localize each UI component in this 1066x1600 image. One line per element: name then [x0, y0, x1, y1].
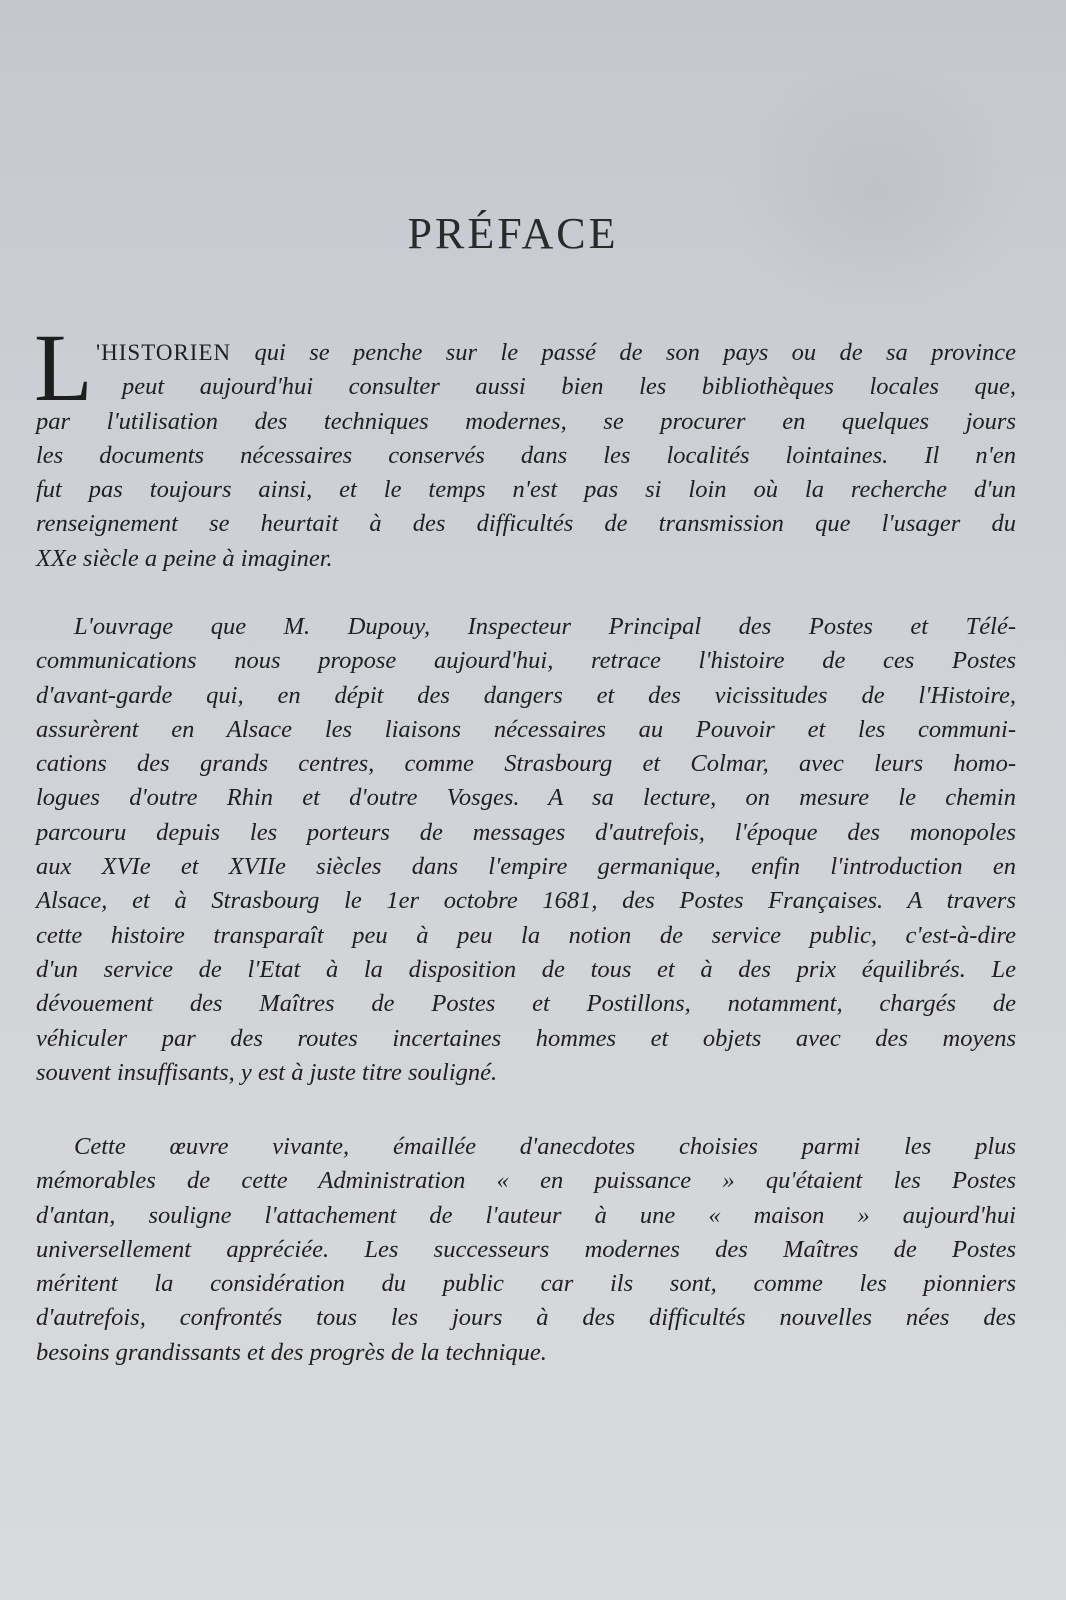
page-title: PRÉFACE: [407, 209, 619, 258]
paragraph-3-line: d'autrefois, confrontés tous les jours à des difficultés nouvelles nées des: [36, 1304, 1016, 1332]
paragraph-1-line: fut pas toujours ainsi, et le temps n'est pas si loin où la recherche d'un: [36, 476, 1016, 504]
paragraph-1-line: par l'utilisation des techniques modernes, se procurer en quelques jours: [36, 407, 1016, 435]
paragraph-1-line: les documents nécessaires conservés dans les localités lointaines. Il n'en: [36, 441, 1016, 469]
paragraph-2-line: véhiculer par des routes incertaines hommes et objets avec des moyens: [36, 1024, 1016, 1052]
paragraph-1-line: renseignement se heurtait à des difficultés de transmission que l'usager du: [36, 510, 1016, 538]
show-through-shadow: [726, 60, 1026, 320]
paragraph-3-line: besoins grandissants et des progrès de la technique.: [36, 1338, 547, 1366]
paragraph-2-line: parcouru depuis les porteurs de messages d'autrefois, l'époque des monopoles: [36, 818, 1016, 846]
line-1-rest: qui se penche sur le passé de son pays ou de sa province: [254, 339, 1016, 366]
paragraph-3-line: mémorables de cette Administration « en puissance » qu'étaient les Postes: [36, 1167, 1016, 1195]
paragraph-3: [36, 1130, 1016, 1370]
paragraph-3-line: universellement appréciée. Les successeurs modernes des Maîtres de Postes: [36, 1235, 1016, 1263]
paragraph-2-line: cette histoire transparaît peu à peu la notion de service public, c'est-à-dire: [36, 921, 1016, 949]
drop-cap: L: [34, 314, 93, 421]
paragraph-2-line: souvent insuffisants, y est à juste titre souligné.: [36, 1058, 498, 1086]
paragraph-2: [36, 610, 1016, 1090]
paragraph-1-line-1: [36, 336, 1016, 370]
paragraph-3-line: d'antan, souligne l'attachement de l'auteur à une « maison » aujourd'hui: [36, 1201, 1016, 1229]
paragraph-2-line: assurèrent en Alsace les liaisons nécessaires au Pouvoir et les communi-: [36, 715, 1016, 743]
paragraph-2-line: communications nous propose aujourd'hui, retrace l'histoire de ces Postes: [36, 647, 1016, 675]
paragraph-2-line: cations des grands centres, comme Strasbourg et Colmar, avec leurs homo-: [36, 750, 1016, 778]
paragraph-2-line: L'ouvrage que M. Dupouy, Inspecteur Principal des Postes et Télé-: [74, 613, 1016, 640]
paragraph-3-line: Cette œuvre vivante, émaillée d'anecdotes choisies parmi les plus: [74, 1133, 1016, 1160]
paragraph-1: [36, 336, 1016, 576]
paragraph-2-line: d'avant-garde qui, en dépit des dangers et des vicissitudes de l'Histoire,: [36, 681, 1016, 709]
paragraph-2-line: dévouement des Maîtres de Postes et Postillons, notamment, chargés de: [36, 990, 1016, 1018]
paragraph-1-line: peut aujourd'hui consulter aussi bien les bibliothèques locales que,: [122, 373, 1016, 401]
paragraph-1-line: XXe siècle a peine à imaginer.: [36, 544, 333, 572]
paragraph-2-line: Alsace, et à Strasbourg le 1er octobre 1681, des Postes Françaises. A travers: [36, 887, 1016, 915]
lead-smallcaps: 'HISTORIEN: [96, 340, 232, 365]
paragraph-2-line: d'un service de l'Etat à la disposition de tous et à des prix équilibrés. Le: [36, 955, 1016, 983]
paragraph-3-line: méritent la considération du public car ils sont, comme les pionniers: [36, 1270, 1016, 1298]
paragraph-2-line: aux XVIe et XVIIe siècles dans l'empire germanique, enfin l'introduction en: [36, 853, 1016, 881]
paragraph-2-line: logues d'outre Rhin et d'outre Vosges. A sa lecture, on mesure le chemin: [36, 784, 1016, 812]
